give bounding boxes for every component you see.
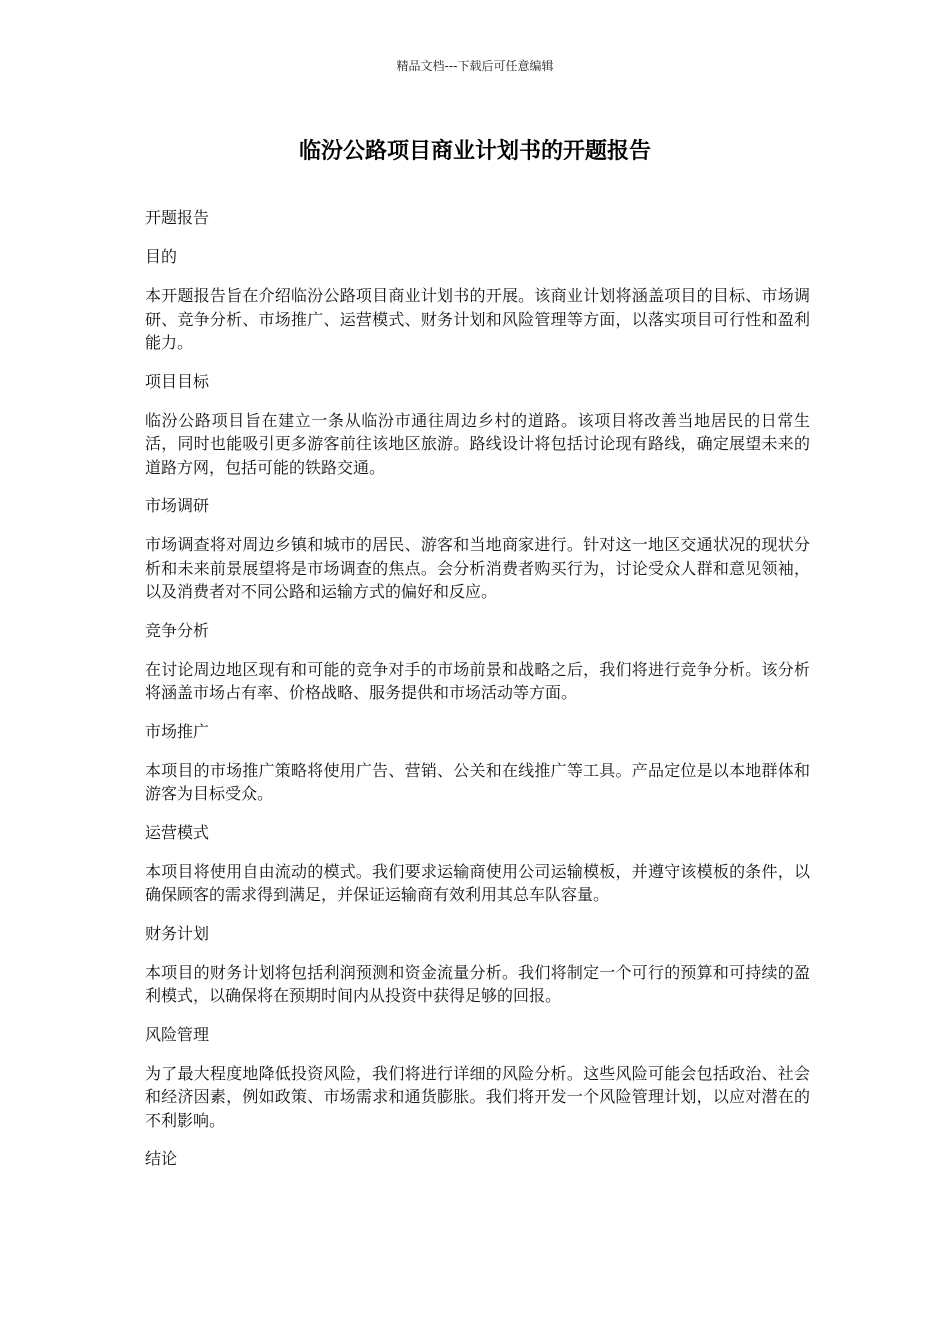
section-text-finance: 本项目的财务计划将包括利润预测和资金流量分析。我们将制定一个可行的预算和可持续的盈利模式，以确保将在预期时间内从投资中获得足够的回报。 (145, 962, 810, 1005)
section-heading-competition: 竞争分析 (145, 620, 210, 640)
section-text-promotion: 本项目的市场推广策略将使用广告、营销、公关和在线推广等工具。产品定位是以本地群体和游客为目标受众。 (145, 760, 810, 803)
section-text-goals: 临汾公路项目旨在建立一条从临汾市通往周边乡村的道路。该项目将改善当地居民的日常生活，同时也能吸引更多游客前往该地区旅游。路线设计将包括讨论现有路线，确定展望未来的道路方网，包括可能的铁路交通。 (145, 410, 810, 477)
section-heading-goals: 项目目标 (145, 371, 210, 391)
section-text-market-research: 市场调查将对周边乡镇和城市的居民、游客和当地商家进行。针对这一地区交通状况的现状分析和未来前景展望将是市场调查的焦点。会分析消费者购买行为，讨论受众人群和意见领袖，以及消费者对不同公路和运输方式的偏好和反应。 (145, 535, 810, 601)
section-heading-purpose: 目的 (145, 247, 178, 266)
section-heading-conclusion: 结论 (145, 1149, 178, 1168)
section-heading-finance: 财务计划 (145, 923, 210, 943)
section-heading-risk: 风险管理 (145, 1024, 210, 1044)
section-text-operations: 本项目将使用自由流动的模式。我们要求运输商使用公司运输模板，并遵守该模板的条件，以确保顾客的需求得到满足，并保证运输商有效利用其总车队容量。 (145, 861, 810, 904)
section-text-risk: 为了最大程度地降低投资风险，我们将进行详细的风险分析。这些风险可能会包括政治、社会和经济因素，例如政策、市场需求和通货膨胀。我们将开发一个风险管理计划，以应对潜在的不利影响。 (145, 1063, 810, 1130)
section-heading-market-research: 市场调研 (145, 496, 210, 515)
section-heading-promotion: 市场推广 (145, 721, 210, 741)
section-heading-operations: 运营模式 (145, 822, 210, 842)
header-note: 精品文档---下载后可任意编辑 (396, 59, 554, 73)
section-heading-kaiti: 开题报告 (145, 208, 210, 227)
document-title: 临汾公路项目商业计划书的开题报告 (298, 139, 651, 164)
section-text-competition: 在讨论周边地区现有和可能的竞争对手的市场前景和战略之后，我们将进行竞争分析。该分析将涵盖市场占有率、价格战略、服务提供和市场活动等方面。 (145, 659, 810, 702)
section-text-purpose: 本开题报告旨在介绍临汾公路项目商业计划书的开展。该商业计划将涵盖项目的目标、市场调研、竞争分析、市场推广、运营模式、财务计划和风险管理等方面，以落实项目可行性和盈利能力。 (145, 286, 810, 352)
document-body (145, 206, 810, 1186)
